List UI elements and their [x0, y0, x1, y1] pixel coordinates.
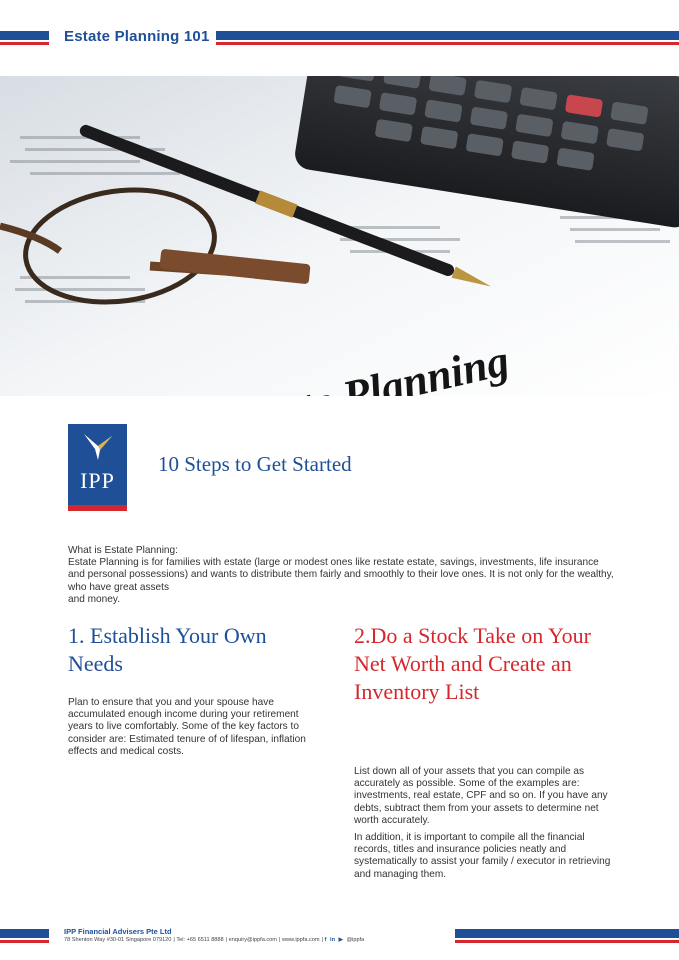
youtube-icon[interactable]: ▶: [338, 937, 343, 943]
ipp-logo: [68, 424, 127, 511]
footer-email[interactable]: enquiry@ippfa.com: [228, 937, 277, 943]
step1-body: Plan to ensure that you and your spouse have accumulated enough income during your retirement years to live comfortably. Some of the key factors to consider are: Estimated tenure of of lifespan, inflation effects and medical costs.: [68, 697, 306, 757]
step2-heading: 2.Do a Stock Take on Your Net Worth and Create an Inventory List: [354, 623, 591, 704]
footer-company: IPP Financial Advisers Pte Ltd: [64, 927, 172, 936]
footer-tel: Tel: +65 6511 8888: [176, 937, 224, 943]
intro-question: What is Estate Planning:: [68, 545, 178, 556]
footer-address: 78 Shenton Way #30-01 Singapore 079120: [64, 937, 172, 943]
section-title: 10 Steps to Get Started: [158, 452, 352, 476]
intro-body: Estate Planning is for families with estate (large or modest ones like restate estate, savings, investments, life insurance and personal possessions) and wants to distribute them fairly and smoothly to their love ones. It is not only for the wealthy, who have great assets: [68, 557, 614, 593]
logo-text: IPP: [80, 468, 115, 493]
header-stripe-right: [216, 31, 679, 45]
bird-icon: [82, 432, 114, 462]
intro-block: [68, 545, 616, 606]
footer-contact: 78 Shenton Way #30-01 Singapore 079120 | Tel: +65 6511 8888 | enquiry@ippfa.com | www.ippfa.com | f in ▶ @ippfa: [64, 937, 365, 943]
step1-heading: 1. Establish Your Own Needs: [68, 623, 267, 676]
header-stripe-left: [0, 31, 49, 45]
footer-stripe-right: [455, 929, 679, 943]
facebook-icon[interactable]: f: [324, 937, 327, 943]
footer-social-handle[interactable]: @ippfa: [346, 937, 365, 943]
hero-image: [0, 76, 679, 396]
step2-body-2: In addition, it is important to compile all the financial records, titles and insurance policies neatly and systematically to assist your family / executor in retrieving and managing them.: [354, 832, 611, 880]
step2-body-1: List down all of your assets that you can compile as accurately as possible. Some of the examples are: investments, real estate, CPF and so on. If you have any debts, subtract them from your assets to determine net worth accurately.: [354, 766, 608, 826]
footer-stripe-left: [0, 929, 49, 943]
footer-web[interactable]: www.ippfa.com: [281, 937, 320, 943]
linkedin-icon[interactable]: in: [330, 937, 336, 943]
intro-body-end: and money.: [68, 593, 120, 605]
header-title: Estate Planning 101: [64, 28, 210, 45]
